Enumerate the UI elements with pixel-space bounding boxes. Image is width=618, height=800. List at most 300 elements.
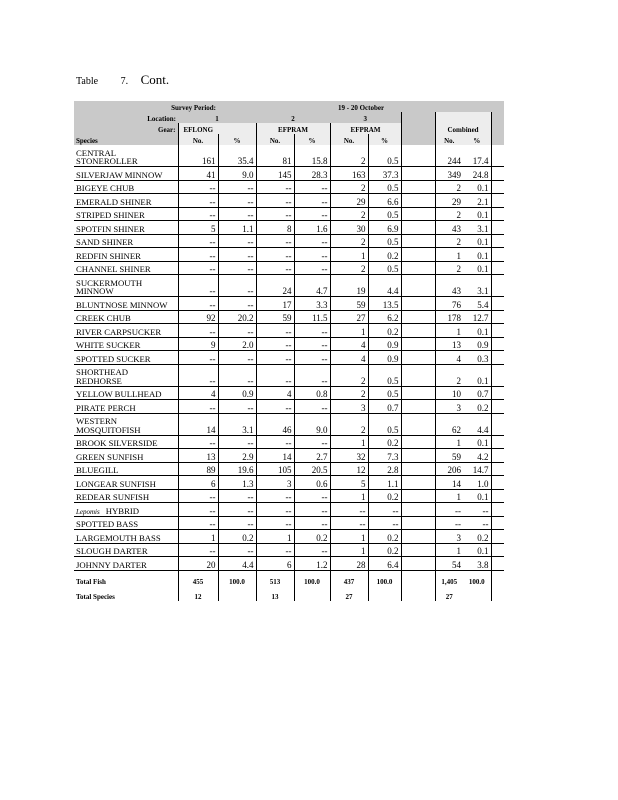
species-name [74, 167, 178, 181]
value-cell: 3.3 [294, 297, 330, 311]
value-cell: 2 [435, 234, 463, 248]
value-cell: 0.9 [368, 351, 401, 365]
value-cell: 1 [330, 324, 368, 338]
value-cell: 4 [330, 351, 368, 365]
value-cell: 0.1 [463, 248, 491, 262]
value-cell: 8 [256, 221, 294, 235]
value-cell: 0.1 [463, 543, 491, 557]
value-cell: 0.1 [463, 234, 491, 248]
value-cell: -- [178, 489, 218, 503]
value-cell: 2 [435, 207, 463, 221]
gear-label: Gear: [74, 123, 178, 134]
value-cell: 0.1 [463, 489, 491, 503]
fish-survey-table [74, 101, 504, 601]
gear-1: EFLONG [178, 123, 218, 134]
value-cell: 13 [178, 449, 218, 463]
total-fish-value: 100.0 [463, 570, 491, 586]
value-cell: 3 [256, 476, 294, 490]
species-name-text: WHITE SUCKER [76, 340, 141, 351]
value-cell: 163 [330, 167, 368, 181]
species-name-text: BIGEYE CHUB [76, 183, 135, 194]
species-name-text: CREEK CHUB [76, 313, 131, 324]
value-cell: 6 [178, 476, 218, 490]
value-cell: -- [218, 351, 256, 365]
species-name [74, 221, 178, 235]
table-row [74, 145, 504, 167]
value-cell: 14 [256, 449, 294, 463]
species-name-text: JOHNNY DARTER [76, 559, 147, 570]
value-cell: -- [178, 234, 218, 248]
value-cell: 2 [435, 180, 463, 194]
table-row [74, 476, 504, 490]
species-name [74, 364, 178, 386]
value-cell: 3.1 [463, 275, 491, 297]
value-cell: 35.4 [218, 145, 256, 167]
table-row [74, 413, 504, 435]
species-name [74, 207, 178, 221]
value-cell: 76 [435, 297, 463, 311]
value-cell: -- [218, 248, 256, 262]
value-cell: 2 [330, 413, 368, 435]
value-cell: 3 [435, 400, 463, 414]
total-fish-value: 455 [178, 570, 218, 586]
value-cell: 1 [435, 489, 463, 503]
col-no-3: No. [330, 134, 368, 145]
species-name [74, 503, 178, 517]
value-cell: -- [178, 248, 218, 262]
value-cell: 0.2 [294, 530, 330, 544]
species-name-text: CENTRAL STONEROLLER [76, 147, 138, 167]
value-cell: 6 [256, 557, 294, 571]
value-cell: -- [256, 324, 294, 338]
value-cell: 3 [330, 400, 368, 414]
caption-cont: Cont. [140, 72, 170, 87]
value-cell: 30 [330, 221, 368, 235]
value-cell: -- [256, 234, 294, 248]
value-cell: 9.0 [294, 413, 330, 435]
value-cell: -- [435, 516, 463, 530]
species-name [74, 516, 178, 530]
value-cell: 32 [330, 449, 368, 463]
species-name [74, 310, 178, 324]
value-cell: 0.9 [218, 386, 256, 400]
species-name-text: STRIPED SHINER [76, 210, 145, 221]
species-name [74, 248, 178, 262]
value-cell: 0.5 [368, 180, 401, 194]
value-cell: -- [294, 489, 330, 503]
value-cell: 29 [435, 194, 463, 208]
value-cell: 0.1 [463, 207, 491, 221]
value-cell: 4 [178, 386, 218, 400]
species-name [74, 489, 178, 503]
value-cell: 24 [256, 275, 294, 297]
value-cell: 7.3 [368, 449, 401, 463]
total-fish-row [74, 570, 504, 586]
table-row [74, 207, 504, 221]
header-row-location [74, 112, 504, 123]
species-name-text: RIVER CARPSUCKER [76, 326, 162, 337]
value-cell: 0.3 [463, 351, 491, 365]
value-cell: -- [294, 324, 330, 338]
table-row [74, 449, 504, 463]
total-species-value: 27 [330, 586, 368, 601]
gear-2: EFPRAM [256, 123, 330, 134]
caption-table-word: Table [76, 76, 99, 87]
species-name-text: CHANNEL SHINER [76, 264, 151, 275]
species-name [74, 180, 178, 194]
value-cell: 6.4 [368, 557, 401, 571]
value-cell: 10 [435, 386, 463, 400]
total-fish-value: 437 [330, 570, 368, 586]
value-cell: -- [294, 516, 330, 530]
value-cell: -- [218, 400, 256, 414]
species-name-text: HYBRID [105, 505, 140, 516]
value-cell: -- [218, 489, 256, 503]
value-cell: 1 [256, 530, 294, 544]
value-cell: 0.5 [368, 261, 401, 275]
table-row [74, 351, 504, 365]
value-cell: -- [294, 435, 330, 449]
value-cell: 19 [330, 275, 368, 297]
value-cell: -- [218, 324, 256, 338]
value-cell: -- [256, 207, 294, 221]
col-pct-3: % [368, 134, 401, 145]
table-row [74, 248, 504, 262]
value-cell: 2 [435, 364, 463, 386]
value-cell: 3 [435, 530, 463, 544]
header-row-survey-period [74, 101, 504, 112]
species-name-text: SPOTFIN SHINER [76, 223, 145, 234]
value-cell: -- [178, 503, 218, 517]
survey-period-label: Survey Period: [74, 101, 218, 112]
value-cell: 1 [330, 489, 368, 503]
value-cell: 81 [256, 145, 294, 167]
value-cell: -- [256, 364, 294, 386]
species-name-text: SPOTTED SUCKER [76, 353, 151, 364]
value-cell: 2 [330, 145, 368, 167]
value-cell: 54 [435, 557, 463, 571]
location-1: 1 [178, 112, 256, 123]
species-name [74, 297, 178, 311]
value-cell: 19.6 [218, 462, 256, 476]
value-cell: -- [256, 194, 294, 208]
table-caption [76, 72, 169, 88]
value-cell: 4 [256, 386, 294, 400]
value-cell: -- [256, 516, 294, 530]
value-cell: -- [256, 400, 294, 414]
value-cell: 349 [435, 167, 463, 181]
value-cell: 28 [330, 557, 368, 571]
total-species-value: 27 [435, 586, 463, 601]
total-fish-value: 100.0 [294, 570, 330, 586]
total-fish-value: 1,405 [435, 570, 463, 586]
value-cell: 4.4 [368, 275, 401, 297]
value-cell: 2 [330, 180, 368, 194]
value-cell: -- [435, 503, 463, 517]
value-cell: -- [256, 337, 294, 351]
value-cell: 4.4 [218, 557, 256, 571]
species-name [74, 275, 178, 297]
value-cell: -- [294, 248, 330, 262]
table-row [74, 516, 504, 530]
location-label: Location: [74, 112, 178, 123]
table-row [74, 462, 504, 476]
species-name [74, 324, 178, 338]
table-row [74, 324, 504, 338]
species-name [74, 400, 178, 414]
value-cell: -- [178, 543, 218, 557]
value-cell: 46 [256, 413, 294, 435]
total-species-value: 12 [178, 586, 218, 601]
value-cell: -- [218, 275, 256, 297]
value-cell: 2.9 [218, 449, 256, 463]
value-cell: -- [256, 503, 294, 517]
value-cell: -- [218, 297, 256, 311]
value-cell: 1 [435, 248, 463, 262]
value-cell: 1 [330, 543, 368, 557]
total-fish-value: 100.0 [368, 570, 401, 586]
value-cell: 3.8 [463, 557, 491, 571]
value-cell: 43 [435, 275, 463, 297]
value-cell: 92 [178, 310, 218, 324]
table-row [74, 530, 504, 544]
species-name-text: YELLOW BULLHEAD [76, 389, 162, 400]
col-pct-2: % [294, 134, 330, 145]
value-cell: 13 [435, 337, 463, 351]
species-name [74, 386, 178, 400]
value-cell: -- [218, 180, 256, 194]
value-cell: -- [178, 297, 218, 311]
value-cell: 59 [435, 449, 463, 463]
species-name [74, 194, 178, 208]
value-cell: 3.1 [463, 221, 491, 235]
table-row [74, 221, 504, 235]
value-cell: -- [368, 516, 401, 530]
value-cell: 0.5 [368, 413, 401, 435]
value-cell: 27 [330, 310, 368, 324]
col-no-combined: No. [435, 134, 463, 145]
species-label: Species [74, 134, 178, 145]
value-cell: 0.2 [368, 435, 401, 449]
species-name-text: WESTERN MOSQUITOFISH [76, 416, 141, 435]
col-no-2: No. [256, 134, 294, 145]
value-cell: -- [463, 516, 491, 530]
species-name-text: SUCKERMOUTH MINNOW [76, 277, 143, 297]
value-cell: -- [178, 194, 218, 208]
value-cell: 2.1 [463, 194, 491, 208]
table-row [74, 337, 504, 351]
value-cell: 62 [435, 413, 463, 435]
value-cell: -- [256, 248, 294, 262]
total-fish-label: Total Fish [76, 577, 106, 586]
table-row [74, 400, 504, 414]
value-cell: 6.9 [368, 221, 401, 235]
table-row [74, 194, 504, 208]
species-name [74, 476, 178, 490]
table-row [74, 557, 504, 571]
species-name [74, 234, 178, 248]
value-cell: 0.5 [368, 234, 401, 248]
value-cell: 14.7 [463, 462, 491, 476]
value-cell: 1.6 [294, 221, 330, 235]
caption-table-number: 7. [120, 76, 129, 87]
value-cell: 1.0 [463, 476, 491, 490]
value-cell: 2 [330, 234, 368, 248]
value-cell: 0.5 [368, 207, 401, 221]
combined-label: Combined [435, 123, 491, 134]
header-row-columns [74, 134, 504, 145]
value-cell: 9.0 [218, 167, 256, 181]
value-cell: 0.2 [218, 530, 256, 544]
species-name-text: BLUNTNOSE MINNOW [76, 299, 168, 310]
col-pct-combined: % [463, 134, 491, 145]
value-cell: -- [256, 543, 294, 557]
value-cell: 1 [435, 324, 463, 338]
value-cell: -- [256, 351, 294, 365]
species-name-text: SPOTTED BASS [76, 519, 139, 530]
value-cell: -- [178, 351, 218, 365]
value-cell: -- [218, 543, 256, 557]
value-cell: 1 [178, 530, 218, 544]
value-cell: 9 [178, 337, 218, 351]
value-cell: 14 [435, 476, 463, 490]
value-cell: -- [178, 400, 218, 414]
value-cell: -- [463, 503, 491, 517]
value-cell: -- [178, 261, 218, 275]
value-cell: 5.4 [463, 297, 491, 311]
value-cell: 0.2 [368, 530, 401, 544]
location-2: 2 [256, 112, 330, 123]
species-name-text: LONGEAR SUNFISH [76, 478, 156, 489]
species-name [74, 435, 178, 449]
value-cell: 2 [330, 386, 368, 400]
table-row [74, 310, 504, 324]
value-cell: 0.7 [368, 400, 401, 414]
value-cell: -- [294, 207, 330, 221]
species-name [74, 145, 178, 167]
species-name [74, 462, 178, 476]
value-cell: 0.1 [463, 180, 491, 194]
value-cell: 12.7 [463, 310, 491, 324]
value-cell: -- [218, 503, 256, 517]
col-pct-1: % [218, 134, 256, 145]
value-cell: -- [294, 337, 330, 351]
value-cell: -- [294, 400, 330, 414]
value-cell: 0.9 [463, 337, 491, 351]
value-cell: 206 [435, 462, 463, 476]
table-row [74, 543, 504, 557]
value-cell: 244 [435, 145, 463, 167]
species-name-text: GREEN SUNFISH [76, 451, 144, 462]
location-3: 3 [330, 112, 401, 123]
value-cell: 1.1 [368, 476, 401, 490]
value-cell: 43 [435, 221, 463, 235]
value-cell: -- [218, 194, 256, 208]
species-name [74, 449, 178, 463]
value-cell: -- [294, 543, 330, 557]
species-name [74, 413, 178, 435]
value-cell: 1.1 [218, 221, 256, 235]
species-name [74, 557, 178, 571]
value-cell: -- [218, 234, 256, 248]
value-cell: 1.3 [218, 476, 256, 490]
species-name [74, 530, 178, 544]
table-row [74, 261, 504, 275]
value-cell: 20.2 [218, 310, 256, 324]
value-cell: 0.9 [368, 337, 401, 351]
value-cell: 0.1 [463, 261, 491, 275]
value-cell: 1.2 [294, 557, 330, 571]
value-cell: 11.5 [294, 310, 330, 324]
value-cell: 161 [178, 145, 218, 167]
species-name-text: REDEAR SUNFISH [76, 492, 150, 503]
species-name-text: SAND SHINER [76, 237, 134, 248]
value-cell: -- [294, 194, 330, 208]
table-row [74, 435, 504, 449]
species-name-prefix: Lepomis [76, 507, 100, 516]
value-cell: -- [178, 516, 218, 530]
value-cell: -- [330, 503, 368, 517]
value-cell: 2.0 [218, 337, 256, 351]
value-cell: -- [178, 275, 218, 297]
value-cell: 2 [435, 261, 463, 275]
value-cell: 0.2 [368, 248, 401, 262]
value-cell: 41 [178, 167, 218, 181]
value-cell: -- [368, 503, 401, 517]
value-cell: -- [256, 261, 294, 275]
value-cell: 0.5 [368, 364, 401, 386]
value-cell: 0.7 [463, 386, 491, 400]
value-cell: -- [294, 234, 330, 248]
species-name [74, 261, 178, 275]
value-cell: 2 [330, 207, 368, 221]
value-cell: 0.2 [463, 530, 491, 544]
value-cell: 5 [178, 221, 218, 235]
value-cell: 4.7 [294, 275, 330, 297]
value-cell: 89 [178, 462, 218, 476]
total-species-value: 13 [256, 586, 294, 601]
value-cell: -- [218, 516, 256, 530]
value-cell: 1 [330, 248, 368, 262]
table-row [74, 180, 504, 194]
value-cell: 13.5 [368, 297, 401, 311]
table-row [74, 386, 504, 400]
value-cell: 0.2 [368, 489, 401, 503]
value-cell: 0.8 [294, 386, 330, 400]
species-name-text: BLUEGILL [76, 465, 119, 476]
value-cell: -- [294, 351, 330, 365]
value-cell: -- [294, 261, 330, 275]
value-cell: -- [178, 364, 218, 386]
survey-period-value: 19 - 20 October [218, 101, 504, 112]
species-name-text: BROOK SILVERSIDE [76, 438, 158, 449]
value-cell: 0.1 [463, 364, 491, 386]
col-no-1: No. [178, 134, 218, 145]
value-cell: -- [256, 180, 294, 194]
value-cell: 4 [330, 337, 368, 351]
value-cell: -- [294, 180, 330, 194]
value-cell: 1 [435, 435, 463, 449]
value-cell: 17.4 [463, 145, 491, 167]
total-fish-value: 100.0 [218, 570, 256, 586]
value-cell: 28.3 [294, 167, 330, 181]
species-name [74, 337, 178, 351]
species-name-text: SHORTHEAD REDHORSE [76, 367, 129, 386]
species-name [74, 543, 178, 557]
total-fish-value: 513 [256, 570, 294, 586]
total-species-label: Total Species [76, 592, 115, 601]
species-name-text: SILVERJAW MINNOW [76, 169, 163, 180]
